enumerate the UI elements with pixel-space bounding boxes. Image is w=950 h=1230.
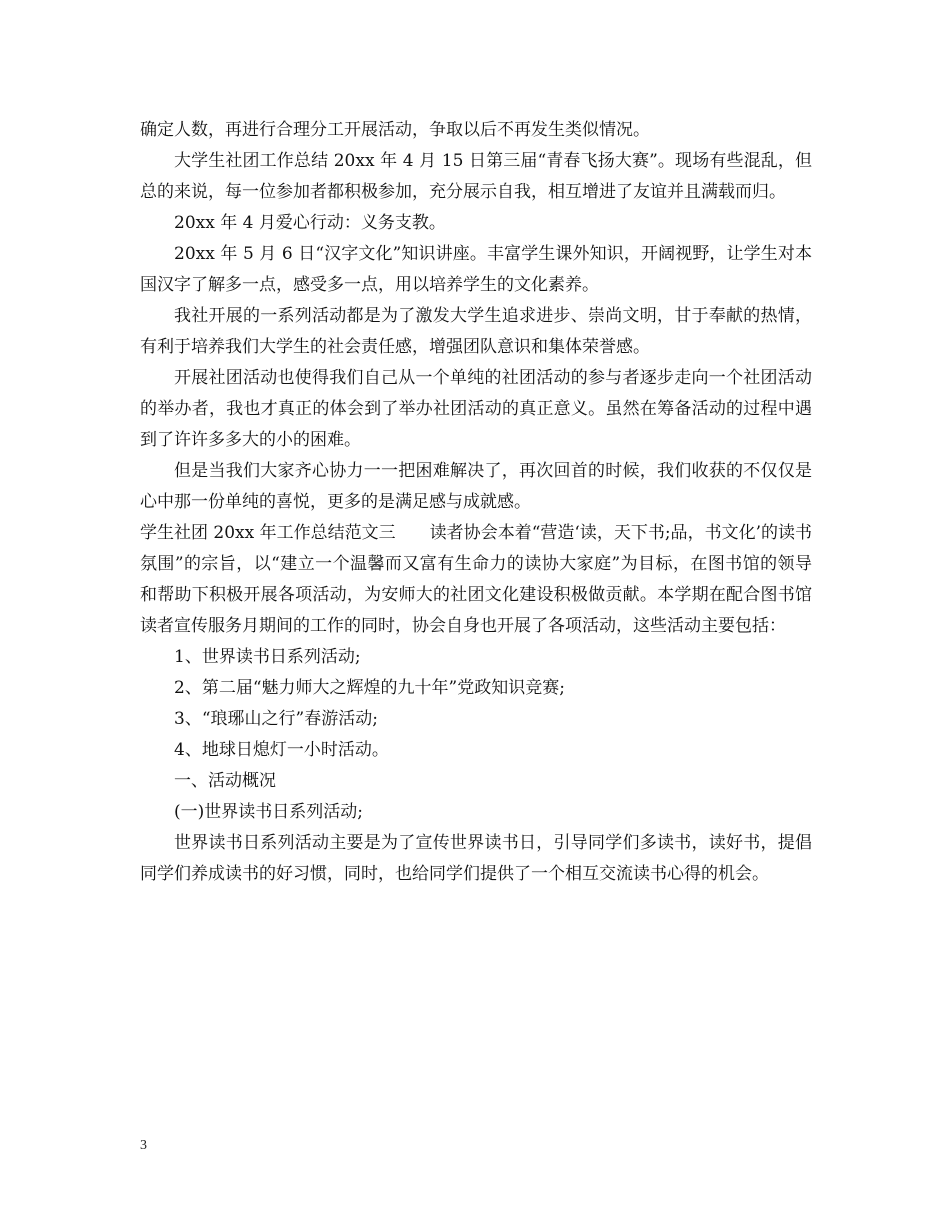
paragraph: 世界读书日系列活动主要是为了宣传世界读书日，引导同学们多读书，读好书，提倡同学们养成读书的好习惯，同时，也给同学们提供了一个相互交流读书心得的机会。 xyxy=(140,833,812,884)
document-body xyxy=(140,115,812,890)
paragraph: 20xx 年 4 月爱心行动：义务支教。 xyxy=(174,213,446,233)
paragraph: 4、地球日熄灯一小时活动。 xyxy=(174,740,389,760)
paragraph: 3、“琅琊山之行”春游活动; xyxy=(174,709,378,729)
paragraph: 20xx 年 5 月 6 日“汉字文化”知识讲座。丰富学生课外知识，开阔视野，让学生对本国汉字了解多一点，感受多一点，用以培养学生的文化素养。 xyxy=(140,244,812,295)
paragraph: 2、第二届“魅力师大之辉煌的九十年”党政知识竞赛; xyxy=(174,678,565,698)
paragraph: 大学生社团工作总结 20xx 年 4 月 15 日第三届“青春飞扬大赛”。现场有些混乱，但总的来说，每一位参加者都积极参加，充分展示自我，相互增进了友谊并且满载而归。 xyxy=(140,151,812,202)
paragraph: 开展社团活动也使得我们自己从一个单纯的社团活动的参与者逐步走向一个社团活动的举办者，我也才真正的体会到了举办社团活动的真正意义。虽然在筹备活动的过程中遇到了许许多多大的小的困难。 xyxy=(140,368,812,450)
paragraph: 学生社团 20xx 年工作总结范文三 读者协会本着“营造‘读，天下书;品，书文化’的读书氛围”的宗旨，以“建立一个温馨而又富有生命力的读协大家庭”为目标，在图书馆的领导和帮助下积极开展各项活动，为安师大的社团文化建设积极做贡献。本学期在配合图书馆读者宣传服务月期间的工作的同时，协会自身也开展了各项活动，这些活动主要包括： xyxy=(140,523,812,636)
paragraph: 1、世界读书日系列活动; xyxy=(174,647,361,667)
paragraph: 我社开展的一系列活动都是为了激发大学生追求进步、崇尚文明，甘于奉献的热情，有利于培养我们大学生的社会责任感，增强团队意识和集体荣誉感。 xyxy=(140,306,812,357)
paragraph: (一)世界读书日系列活动; xyxy=(174,802,363,822)
page-number: 3 xyxy=(140,1138,147,1153)
paragraph: 但是当我们大家齐心协力一一把困难解决了，再次回首的时候，我们收获的不仅仅是心中那一份单纯的喜悦，更多的是满足感与成就感。 xyxy=(140,461,812,512)
paragraph: 一、活动概况 xyxy=(174,771,276,791)
paragraph: 确定人数，再进行合理分工开展活动，争取以后不再发生类似情况。 xyxy=(140,120,650,140)
